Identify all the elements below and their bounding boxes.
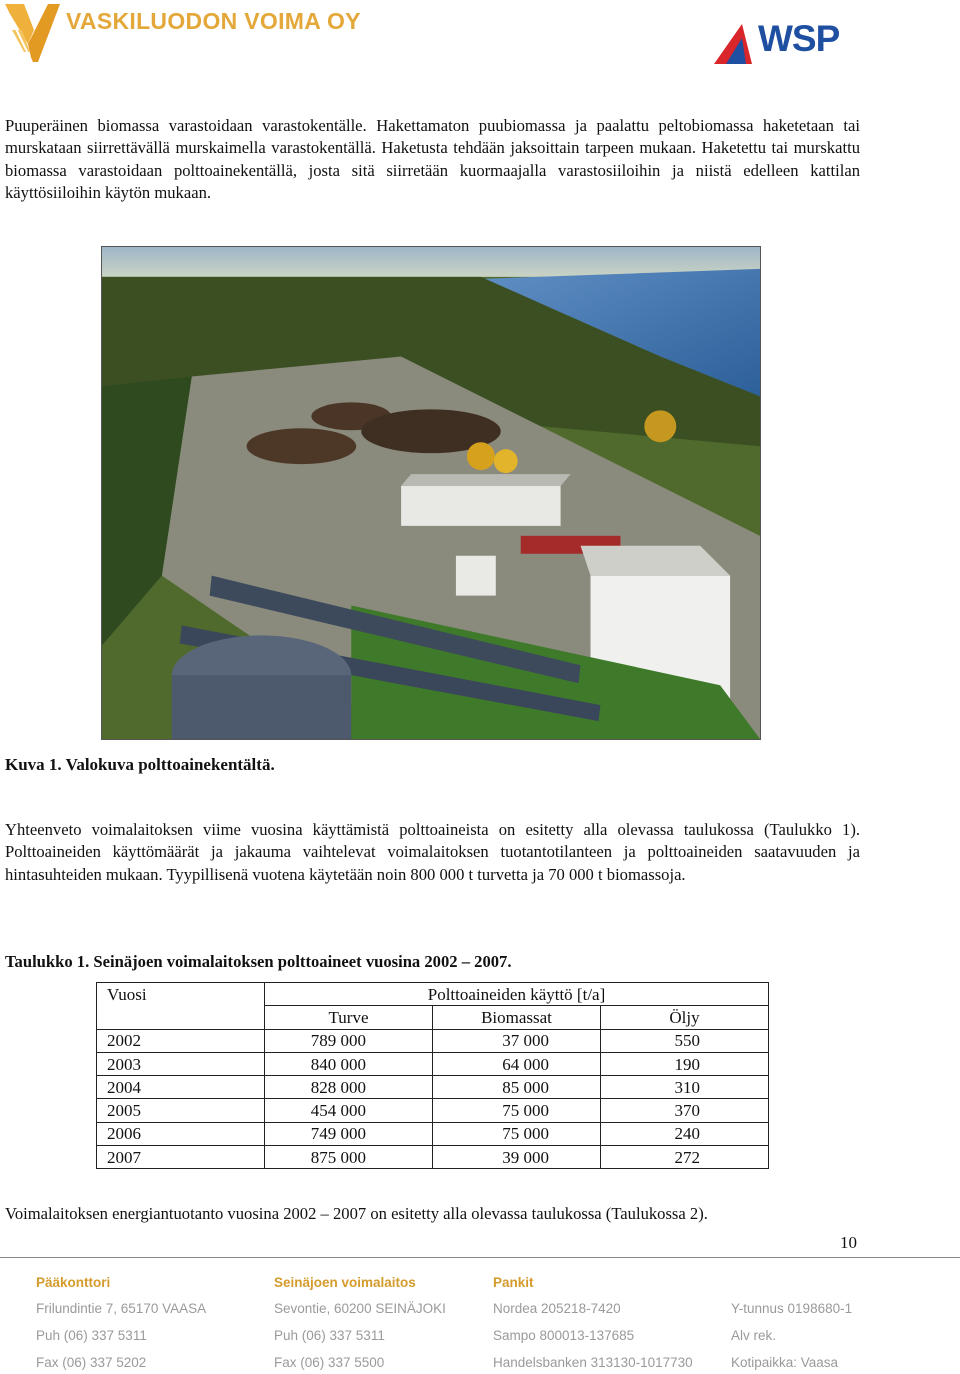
footer-business-id: Y-tunnus 0198680-1 xyxy=(731,1301,853,1316)
turve-cell: 840 000 xyxy=(265,1052,433,1075)
table-header-row xyxy=(97,983,769,1006)
table-subheader-row xyxy=(97,1006,769,1029)
footer-head-office-heading: Pääkonttori xyxy=(36,1275,111,1290)
oljy-cell: 550 xyxy=(601,1029,769,1052)
energy-paragraph: Voimalaitoksen energiantuotanto vuosina 2002 – 2007 on esitetty alla olevassa taulukossa (Taulukossa 2). xyxy=(5,1204,708,1223)
year-header: Vuosi xyxy=(97,983,265,1006)
footer-bank-handelsbanken: Handelsbanken 313130-1017730 xyxy=(493,1355,693,1370)
turve-cell: 789 000 xyxy=(265,1029,433,1052)
column-header-biomassat: Biomassat xyxy=(433,1006,601,1029)
year-cell: 2003 xyxy=(97,1052,265,1075)
biomassat-cell: 39 000 xyxy=(433,1146,601,1169)
footer-plant-address: Sevontie, 60200 SEINÄJOKI xyxy=(274,1301,446,1316)
company-name: VASKILUODON VOIMA OY xyxy=(66,8,361,34)
biomassat-cell: 64 000 xyxy=(433,1052,601,1075)
footer-vat-register: Alv rek. xyxy=(731,1328,777,1343)
year-cell: 2004 xyxy=(97,1076,265,1099)
oljy-cell: 310 xyxy=(601,1076,769,1099)
year-header-blank xyxy=(97,1006,265,1029)
biomassat-cell: 75 000 xyxy=(433,1122,601,1145)
biomassat-cell: 85 000 xyxy=(433,1076,601,1099)
table-row xyxy=(97,1076,769,1099)
footer-plant-phone: Puh (06) 337 5311 xyxy=(274,1328,385,1343)
turve-cell: 454 000 xyxy=(265,1099,433,1122)
footer-head-office-phone: Puh (06) 337 5311 xyxy=(36,1328,147,1343)
footer-head-office-address: Frilundintie 7, 65170 VAASA xyxy=(36,1301,207,1316)
fuel-yard-aerial-photo xyxy=(101,246,761,740)
vaskiluodon-logo-icon xyxy=(4,0,60,62)
intro-paragraph: Puuperäinen biomassa varastoidaan varastokentälle. Hakettamaton puubiomassa ja paalattu peltobiomassa haketetaan tai murskataan siirrettävällä murskaimella varastokentällä. Haketusta tehdään jaksoittain tarpeen mukaan. Haketettu tai murskattu biomassa varastoidaan polttoainekentällä, josta sitä siirretään kuormaajalla varastosiiloihin ja niistä edelleen kattilan käyttösiiloihin käytön mukaan. xyxy=(5,116,860,202)
footer-bank-sampo: Sampo 800013-137685 xyxy=(493,1328,635,1343)
table-row xyxy=(97,1122,769,1145)
fuel-usage-table xyxy=(96,982,769,1169)
year-cell: 2002 xyxy=(97,1029,265,1052)
footer-plant-heading: Seinäjoen voimalaitos xyxy=(274,1275,416,1290)
year-cell: 2005 xyxy=(97,1099,265,1122)
column-header-turve: Turve xyxy=(265,1006,433,1029)
biomassat-cell: 37 000 xyxy=(433,1029,601,1052)
wsp-logo-text: WSP xyxy=(758,18,840,59)
oljy-cell: 190 xyxy=(601,1052,769,1075)
oljy-cell: 240 xyxy=(601,1122,769,1145)
biomassat-cell: 75 000 xyxy=(433,1099,601,1122)
table-row xyxy=(97,1029,769,1052)
summary-paragraph: Yhteenveto voimalaitoksen viime vuosina käyttämistä polttoaineista on esitetty alla olevassa taulukossa (Taulukko 1). Polttoaineiden käyttömäärät ja jakauma vaihtelevat voimalaitoksen tuotantotilanteen ja polttoaineiden saatavuuden ja hintasuhteiden mukaan. Tyypillisenä vuotena käytetään noin 800 000 t turvetta ja 70 000 t biomassoja. xyxy=(5,820,860,884)
footer-banks-heading: Pankit xyxy=(493,1275,534,1290)
footer-divider xyxy=(0,1257,960,1258)
turve-cell: 875 000 xyxy=(265,1146,433,1169)
figure-caption: Kuva 1. Valokuva polttoainekentältä. xyxy=(5,755,275,774)
year-cell: 2007 xyxy=(97,1146,265,1169)
group-header: Polttoaineiden käyttö [t/a] xyxy=(265,983,769,1006)
turve-cell: 749 000 xyxy=(265,1122,433,1145)
footer-plant-fax: Fax (06) 337 5500 xyxy=(274,1355,385,1370)
page-number: 10 xyxy=(840,1233,857,1252)
table-title: Taulukko 1. Seinäjoen voimalaitoksen polttoaineet vuosina 2002 – 2007. xyxy=(5,952,512,971)
footer-domicile: Kotipaikka: Vaasa xyxy=(731,1355,839,1370)
footer-head-office-fax: Fax (06) 337 5202 xyxy=(36,1355,147,1370)
column-header-oljy: Öljy xyxy=(601,1006,769,1029)
footer-bank-nordea: Nordea 205218-7420 xyxy=(493,1301,621,1316)
year-cell: 2006 xyxy=(97,1122,265,1145)
table-row xyxy=(97,1052,769,1075)
oljy-cell: 272 xyxy=(601,1146,769,1169)
table-row xyxy=(97,1099,769,1122)
table-row xyxy=(97,1146,769,1169)
turve-cell: 828 000 xyxy=(265,1076,433,1099)
oljy-cell: 370 xyxy=(601,1099,769,1122)
